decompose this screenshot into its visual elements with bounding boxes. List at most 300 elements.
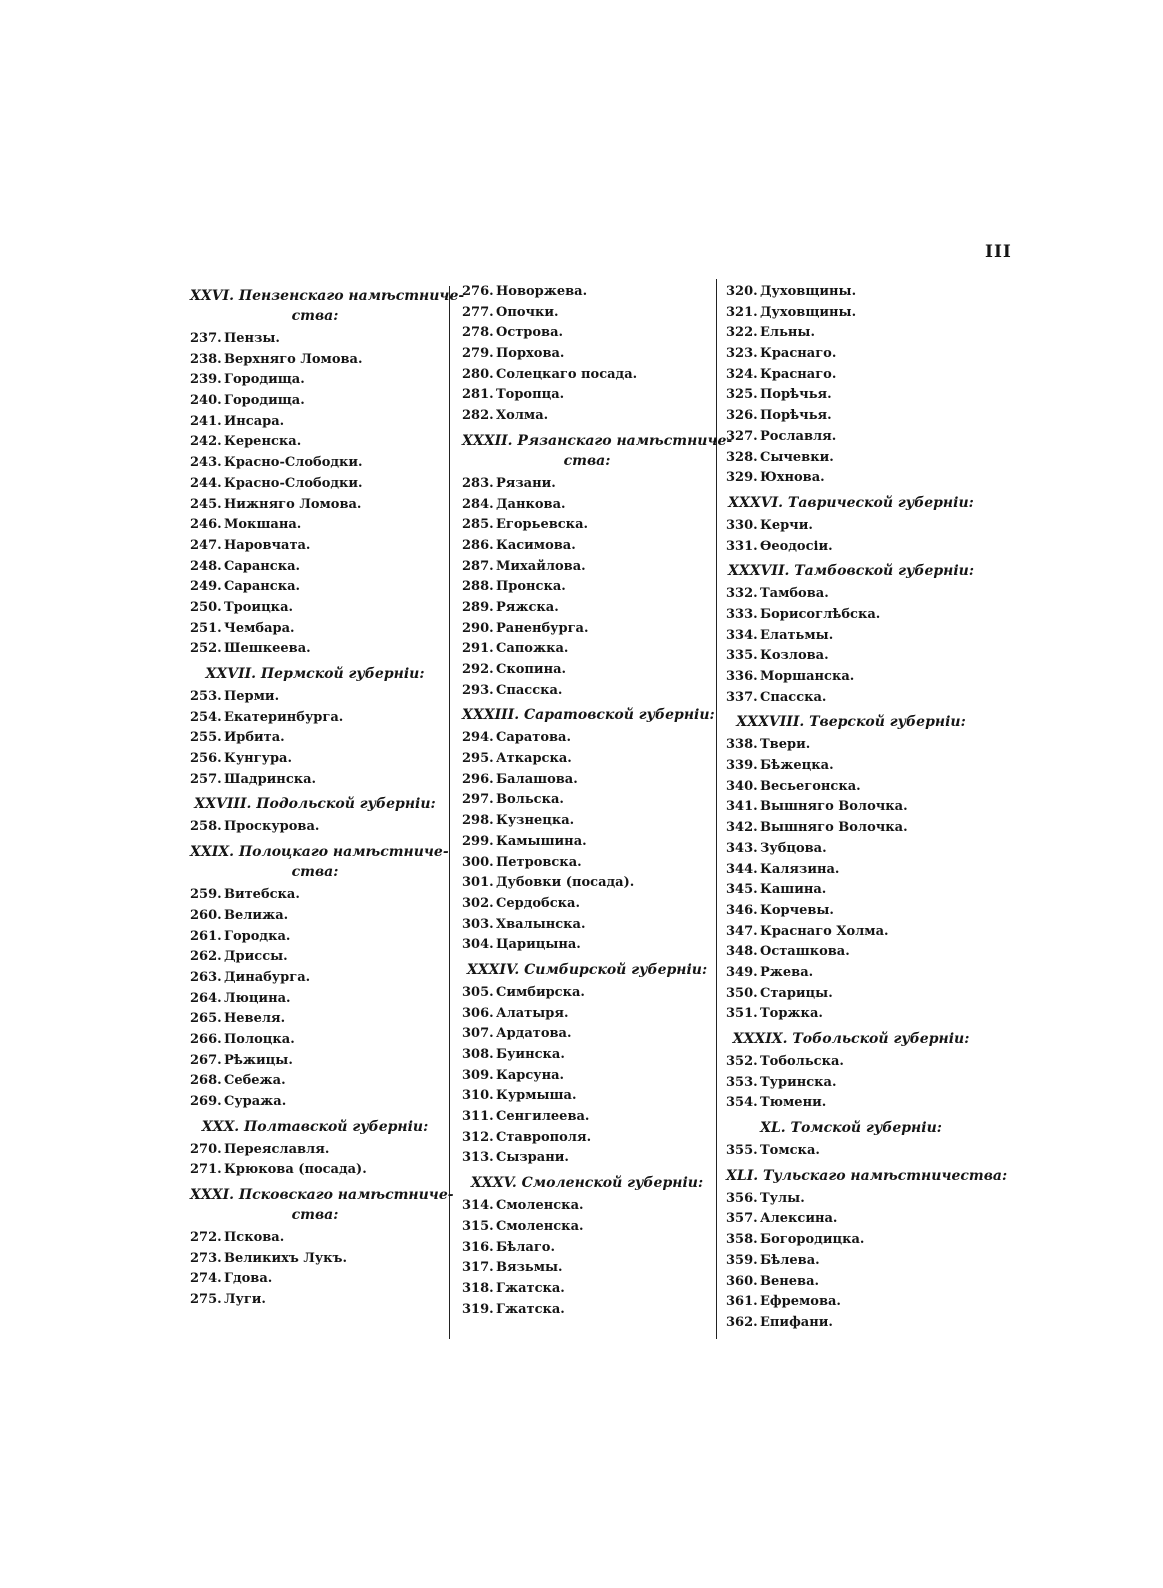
- entry-number: 286.: [462, 537, 494, 553]
- town-name: Кунгура.: [224, 751, 292, 767]
- town-name: Моршанска.: [760, 669, 855, 684]
- entry-number: 296.: [462, 771, 494, 787]
- town-name: Ржева.: [760, 964, 814, 980]
- town-entry: [462, 577, 712, 598]
- entry-number: 300.: [462, 854, 494, 870]
- town-entry: [726, 344, 976, 365]
- town-entry: [190, 370, 440, 391]
- section-heading: [726, 1029, 976, 1049]
- entry-number: 344.: [726, 861, 758, 877]
- town-name: Опочки.: [496, 304, 559, 320]
- section-heading-line: XXIX. Полоцкаго намѣстниче-: [190, 844, 449, 861]
- town-name: Екатеринбурга.: [224, 709, 344, 725]
- entry-number: 273.: [190, 1250, 222, 1266]
- town-name: Люцина.: [224, 990, 291, 1006]
- town-entry: [726, 1141, 976, 1162]
- town-name: Бѣлева.: [760, 1252, 820, 1268]
- entry-number: 346.: [726, 902, 758, 918]
- town-entry: [190, 391, 440, 412]
- entry-number: 243.: [190, 455, 222, 471]
- entry-number: 330.: [726, 517, 758, 533]
- town-name: Зубцова.: [760, 840, 827, 856]
- town-name: Курмыша.: [496, 1088, 577, 1104]
- column-3: [726, 282, 1008, 1334]
- town-name: Духовщины.: [760, 284, 857, 299]
- entry-number: 263.: [190, 969, 222, 985]
- town-entry: [462, 770, 712, 791]
- town-name: Аткарска.: [496, 751, 572, 767]
- entry-number: 314.: [462, 1198, 494, 1214]
- town-entry: [462, 495, 712, 516]
- entry-number: 280.: [462, 366, 494, 382]
- town-entry: [190, 619, 440, 640]
- town-entry: [462, 1238, 712, 1259]
- town-entry: [462, 557, 712, 578]
- entry-number: 244.: [190, 475, 222, 491]
- town-name: Борисоглѣбска.: [760, 606, 881, 622]
- entry-number: 290.: [462, 620, 494, 636]
- entry-number: 334.: [726, 627, 758, 643]
- town-entry: [726, 605, 976, 626]
- town-name: Тюмени.: [760, 1095, 827, 1111]
- entry-number: 251.: [190, 620, 222, 636]
- town-name: Городища.: [224, 393, 305, 409]
- town-entry: [462, 282, 712, 303]
- town-name: Сердобска.: [496, 895, 580, 911]
- town-entry: [726, 385, 976, 406]
- town-entry: [190, 947, 440, 968]
- entry-number: 283.: [462, 475, 494, 491]
- town-entry: [190, 989, 440, 1010]
- town-name: Порхова.: [496, 346, 565, 362]
- town-name: Саратова.: [496, 730, 571, 746]
- entry-number: 313.: [462, 1150, 494, 1166]
- town-entry: [462, 474, 712, 495]
- town-name: Суража.: [224, 1094, 287, 1109]
- town-entry: [462, 915, 712, 936]
- town-entry: [190, 906, 440, 927]
- entry-number: 304.: [462, 937, 494, 953]
- entry-number: 281.: [462, 387, 494, 403]
- town-name: Порѣчья.: [760, 408, 832, 424]
- town-name: Кузнецка.: [496, 813, 575, 829]
- town-name: Инсара.: [224, 413, 285, 429]
- entry-number: 299.: [462, 833, 494, 849]
- town-entry: [726, 922, 976, 943]
- town-entry: [190, 1030, 440, 1051]
- town-name: Верхняго Ломова.: [224, 351, 363, 367]
- town-entry: [462, 1148, 712, 1169]
- town-entry: [190, 432, 440, 453]
- entry-number: 360.: [726, 1273, 758, 1289]
- entry-number: 362.: [726, 1314, 758, 1330]
- entry-number: 311.: [462, 1109, 494, 1125]
- town-entry: [190, 453, 440, 474]
- town-name: Саранска.: [224, 579, 301, 595]
- town-entry: [190, 1140, 440, 1161]
- town-entry: [462, 1128, 712, 1149]
- town-entry: [190, 1092, 440, 1113]
- entry-number: 358.: [726, 1232, 758, 1248]
- town-name: Вязьмы.: [496, 1260, 563, 1276]
- town-entry: [726, 735, 976, 756]
- town-name: Духовщины.: [760, 304, 857, 320]
- town-name: Рязани.: [496, 475, 556, 491]
- town-name: Тобольска.: [760, 1054, 844, 1069]
- town-entry: [462, 832, 712, 853]
- entry-number: 324.: [726, 366, 758, 382]
- town-entry: [726, 880, 976, 901]
- entry-number: 256.: [190, 751, 222, 767]
- town-name: Ельны.: [760, 325, 815, 341]
- entry-number: 250.: [190, 599, 222, 615]
- town-name: Корчевы.: [760, 902, 834, 918]
- town-entry: [726, 1189, 976, 1210]
- town-entry: [726, 1004, 976, 1025]
- entry-number: 321.: [726, 304, 758, 320]
- town-name: Егорьевска.: [496, 517, 589, 533]
- town-name: Сычевки.: [760, 449, 834, 465]
- town-name: Царицына.: [496, 937, 581, 953]
- town-name: Вышняго Волочка.: [760, 820, 908, 836]
- town-entry: [462, 303, 712, 324]
- town-entry: [190, 1071, 440, 1092]
- town-name: Осташкова.: [760, 944, 850, 960]
- town-entry: [190, 1290, 440, 1311]
- section-heading: [462, 431, 733, 471]
- town-name: Порѣчья.: [760, 387, 832, 403]
- entry-number: 326.: [726, 408, 758, 424]
- entry-number: 305.: [462, 984, 494, 1000]
- entry-number: 307.: [462, 1026, 494, 1042]
- town-entry: [726, 516, 976, 537]
- town-entry: [726, 839, 976, 860]
- town-entry: [726, 646, 976, 667]
- town-name: Алатыря.: [496, 1005, 569, 1021]
- town-entry: [462, 344, 712, 365]
- entry-number: 331.: [726, 538, 758, 554]
- entry-number: 350.: [726, 985, 758, 1001]
- town-entry: [462, 1024, 712, 1045]
- town-entry: [190, 1051, 440, 1072]
- section-heading-line: XXXIX. Тобольской губерніи:: [732, 1031, 970, 1047]
- town-name: Вольска.: [496, 792, 564, 808]
- town-name: Вышняго Волочка.: [760, 799, 908, 815]
- town-name: Гжатска.: [496, 1301, 565, 1317]
- entry-number: 274.: [190, 1271, 222, 1287]
- entry-number: 309.: [462, 1067, 494, 1083]
- entry-number: 333.: [726, 606, 758, 622]
- entry-number: 317.: [462, 1260, 494, 1276]
- entry-number: 325.: [726, 387, 758, 403]
- town-entry: [462, 873, 712, 894]
- entry-number: 341.: [726, 799, 758, 815]
- town-name: Тулы.: [760, 1190, 805, 1206]
- town-entry: [190, 817, 440, 838]
- town-name: Скопина.: [496, 662, 567, 677]
- town-entry: [726, 537, 976, 558]
- entry-number: 279.: [462, 346, 494, 362]
- town-name: Ефремова.: [760, 1294, 841, 1310]
- entry-number: 278.: [462, 325, 494, 341]
- town-name: Епифани.: [760, 1314, 833, 1330]
- town-name: Гдова.: [224, 1271, 273, 1287]
- town-entry: [462, 406, 712, 427]
- town-name: Полоцка.: [224, 1031, 295, 1047]
- entry-number: 306.: [462, 1005, 494, 1021]
- entry-number: 294.: [462, 730, 494, 746]
- entry-number: 292.: [462, 662, 494, 677]
- entry-number: 259.: [190, 887, 222, 903]
- town-name: Красно-Слободки.: [224, 475, 363, 491]
- town-name: Дриссы.: [224, 949, 288, 965]
- section-heading-line: XXXV. Смоленской губерніи:: [470, 1175, 704, 1192]
- town-name: Сызрани.: [496, 1150, 569, 1166]
- town-name: Балашова.: [496, 771, 578, 787]
- town-entry: [726, 1272, 976, 1293]
- entry-number: 242.: [190, 434, 222, 450]
- town-entry: [462, 983, 712, 1004]
- town-entry: [726, 1313, 976, 1334]
- entry-number: 308.: [462, 1047, 494, 1062]
- entry-number: 315.: [462, 1218, 494, 1234]
- section-heading-line: XXX. Полтавской губерніи:: [201, 1118, 429, 1135]
- town-entry: [462, 790, 712, 811]
- section-heading: [462, 960, 712, 980]
- town-entry: [190, 515, 440, 536]
- town-name: Богородицка.: [760, 1232, 865, 1248]
- town-entry: [462, 728, 712, 749]
- town-name: Венева.: [760, 1273, 820, 1289]
- entry-number: 265.: [190, 1011, 222, 1027]
- town-name: Мокшана.: [224, 517, 302, 533]
- town-entry: [190, 885, 440, 906]
- town-name: Петровска.: [496, 854, 582, 870]
- entry-number: 260.: [190, 907, 222, 923]
- town-name: Гжатска.: [496, 1280, 565, 1296]
- town-entry: [726, 365, 976, 386]
- section-heading: [190, 842, 449, 882]
- town-name: Касимова.: [496, 537, 576, 553]
- section-heading: [462, 705, 715, 725]
- town-entry: [462, 1196, 712, 1217]
- town-name: Ряжска.: [496, 599, 559, 615]
- town-entry: [462, 660, 712, 681]
- entry-number: 253.: [190, 689, 222, 704]
- town-entry: [190, 927, 440, 948]
- town-name: Луги.: [224, 1292, 266, 1308]
- town-entry: [190, 639, 440, 660]
- entry-number: 257.: [190, 771, 222, 787]
- entry-number: 332.: [726, 586, 758, 602]
- town-name: Раненбурга.: [496, 620, 589, 636]
- section-heading-continuation: ства:: [291, 308, 339, 324]
- entry-number: 355.: [726, 1143, 758, 1159]
- town-name: Переяславля.: [224, 1141, 330, 1157]
- section-heading: [726, 493, 976, 513]
- town-name: Томска.: [760, 1143, 820, 1159]
- town-name: Велижа.: [224, 907, 289, 923]
- entry-number: 349.: [726, 964, 758, 980]
- town-name: Острова.: [496, 325, 564, 341]
- town-name: Холма.: [496, 408, 549, 424]
- section-heading-line: XXXII. Рязанскаго намѣстниче-: [462, 432, 733, 449]
- town-name: Буинска.: [496, 1047, 565, 1062]
- entry-number: 239.: [190, 372, 222, 388]
- town-name: Ѳеодосіи.: [760, 538, 833, 554]
- town-entry: [462, 681, 712, 702]
- entry-number: 255.: [190, 730, 222, 746]
- entry-number: 359.: [726, 1252, 758, 1268]
- town-name: Смоленска.: [496, 1218, 584, 1234]
- town-entry: [726, 584, 976, 605]
- town-name: Краснаго Холма.: [760, 923, 889, 939]
- entry-number: 285.: [462, 517, 494, 533]
- entry-number: 267.: [190, 1052, 222, 1068]
- section-heading-continuation: ства:: [291, 1207, 339, 1224]
- town-name: Дубовки (посада).: [496, 875, 635, 891]
- section-heading-continuation: ства:: [563, 452, 611, 469]
- entry-number: 310.: [462, 1088, 494, 1104]
- section-heading: [726, 561, 976, 581]
- entry-number: 353.: [726, 1074, 758, 1090]
- entry-number: 238.: [190, 351, 222, 367]
- entry-number: 337.: [726, 689, 758, 705]
- entry-number: 264.: [190, 990, 222, 1006]
- town-entry: [462, 536, 712, 557]
- section-heading-line: XXXIV. Симбирской губерніи:: [466, 961, 708, 978]
- town-name: Хвалынска.: [496, 916, 586, 932]
- entry-number: 302.: [462, 895, 494, 911]
- town-entry: [462, 365, 712, 386]
- entry-number: 357.: [726, 1211, 758, 1227]
- entry-number: 316.: [462, 1239, 494, 1255]
- town-name: Керенска.: [224, 434, 302, 450]
- section-heading: [726, 1166, 1008, 1186]
- town-entry: [190, 1269, 440, 1290]
- town-name: Юхнова.: [760, 470, 825, 486]
- town-entry: [726, 448, 976, 469]
- town-name: Перми.: [224, 689, 280, 704]
- entry-number: 301.: [462, 875, 494, 891]
- town-name: Сенгилеева.: [496, 1109, 590, 1125]
- town-name: Кашина.: [760, 882, 827, 898]
- town-name: Бѣжецка.: [760, 758, 834, 774]
- town-name: Козлова.: [760, 648, 829, 664]
- town-name: Пензы.: [224, 331, 280, 346]
- entry-number: 282.: [462, 408, 494, 424]
- section-heading: [726, 1118, 976, 1138]
- section-heading-continuation: ства:: [291, 864, 339, 881]
- town-name: Шадринска.: [224, 771, 317, 787]
- town-entry: [726, 427, 976, 448]
- town-entry: [726, 963, 976, 984]
- town-name: Себежа.: [224, 1073, 286, 1089]
- town-entry: [462, 894, 712, 915]
- town-entry: [190, 708, 440, 729]
- entry-number: 303.: [462, 916, 494, 932]
- town-name: Невеля.: [224, 1011, 286, 1027]
- entry-number: 246.: [190, 517, 222, 533]
- town-name: Чембара.: [224, 620, 295, 636]
- town-entry: [726, 626, 976, 647]
- town-entry: [190, 1160, 440, 1181]
- entry-number: 323.: [726, 346, 758, 362]
- town-entry: [462, 749, 712, 770]
- town-name: Городка.: [224, 928, 291, 944]
- entry-number: 322.: [726, 325, 758, 341]
- entry-number: 284.: [462, 496, 494, 512]
- town-name: Старицы.: [760, 985, 833, 1001]
- entry-number: 342.: [726, 820, 758, 836]
- entry-number: 347.: [726, 923, 758, 939]
- town-name: Витебска.: [224, 887, 300, 903]
- town-entry: [190, 495, 440, 516]
- section-heading: [190, 1117, 440, 1137]
- town-entry: [462, 1258, 712, 1279]
- entry-number: 343.: [726, 840, 758, 856]
- town-name: Ардатова.: [496, 1026, 572, 1042]
- town-entry: [190, 350, 440, 371]
- entry-number: 338.: [726, 737, 758, 753]
- entry-number: 335.: [726, 648, 758, 664]
- town-name: Туринска.: [760, 1074, 837, 1090]
- entry-number: 287.: [462, 558, 494, 574]
- town-name: Спасска.: [760, 689, 827, 705]
- town-entry: [462, 1279, 712, 1300]
- entry-number: 237.: [190, 331, 222, 346]
- town-name: Твери.: [760, 737, 811, 753]
- town-entry: [726, 1292, 976, 1313]
- town-name: Бѣлаго.: [496, 1239, 556, 1255]
- town-name: Торопца.: [496, 387, 565, 403]
- town-entry: [462, 1217, 712, 1238]
- section-heading-line: XXVII. Пермской губерніи:: [205, 666, 425, 682]
- town-name: Весьегонска.: [760, 778, 861, 794]
- entry-number: 277.: [462, 304, 494, 320]
- town-entry: [190, 1009, 440, 1030]
- town-entry: [726, 797, 976, 818]
- town-name: Рѣжицы.: [224, 1052, 293, 1068]
- section-heading: [726, 712, 976, 732]
- entry-number: 312.: [462, 1129, 494, 1145]
- town-entry: [190, 474, 440, 495]
- town-entry: [726, 1209, 976, 1230]
- town-entry: [190, 536, 440, 557]
- entry-number: 288.: [462, 579, 494, 595]
- town-name: Елатьмы.: [760, 627, 834, 643]
- town-name: Смоленска.: [496, 1198, 584, 1214]
- town-name: Крюкова (посада).: [224, 1162, 367, 1178]
- town-entry: [462, 1300, 712, 1321]
- town-entry: [462, 853, 712, 874]
- section-heading-line: XL. Томской губерніи:: [760, 1120, 942, 1137]
- town-entry: [726, 901, 976, 922]
- entry-number: 247.: [190, 537, 222, 553]
- entry-number: 340.: [726, 778, 758, 794]
- town-entry: [190, 749, 440, 770]
- town-entry: [462, 1107, 712, 1128]
- town-name: Симбирска.: [496, 984, 585, 1000]
- entry-number: 318.: [462, 1280, 494, 1296]
- town-entry: [462, 619, 712, 640]
- section-heading: [190, 1185, 454, 1225]
- entry-number: 291.: [462, 641, 494, 657]
- entry-number: 241.: [190, 413, 222, 429]
- entry-number: 289.: [462, 599, 494, 615]
- town-name: Проскурова.: [224, 819, 320, 835]
- entry-number: 275.: [190, 1292, 222, 1308]
